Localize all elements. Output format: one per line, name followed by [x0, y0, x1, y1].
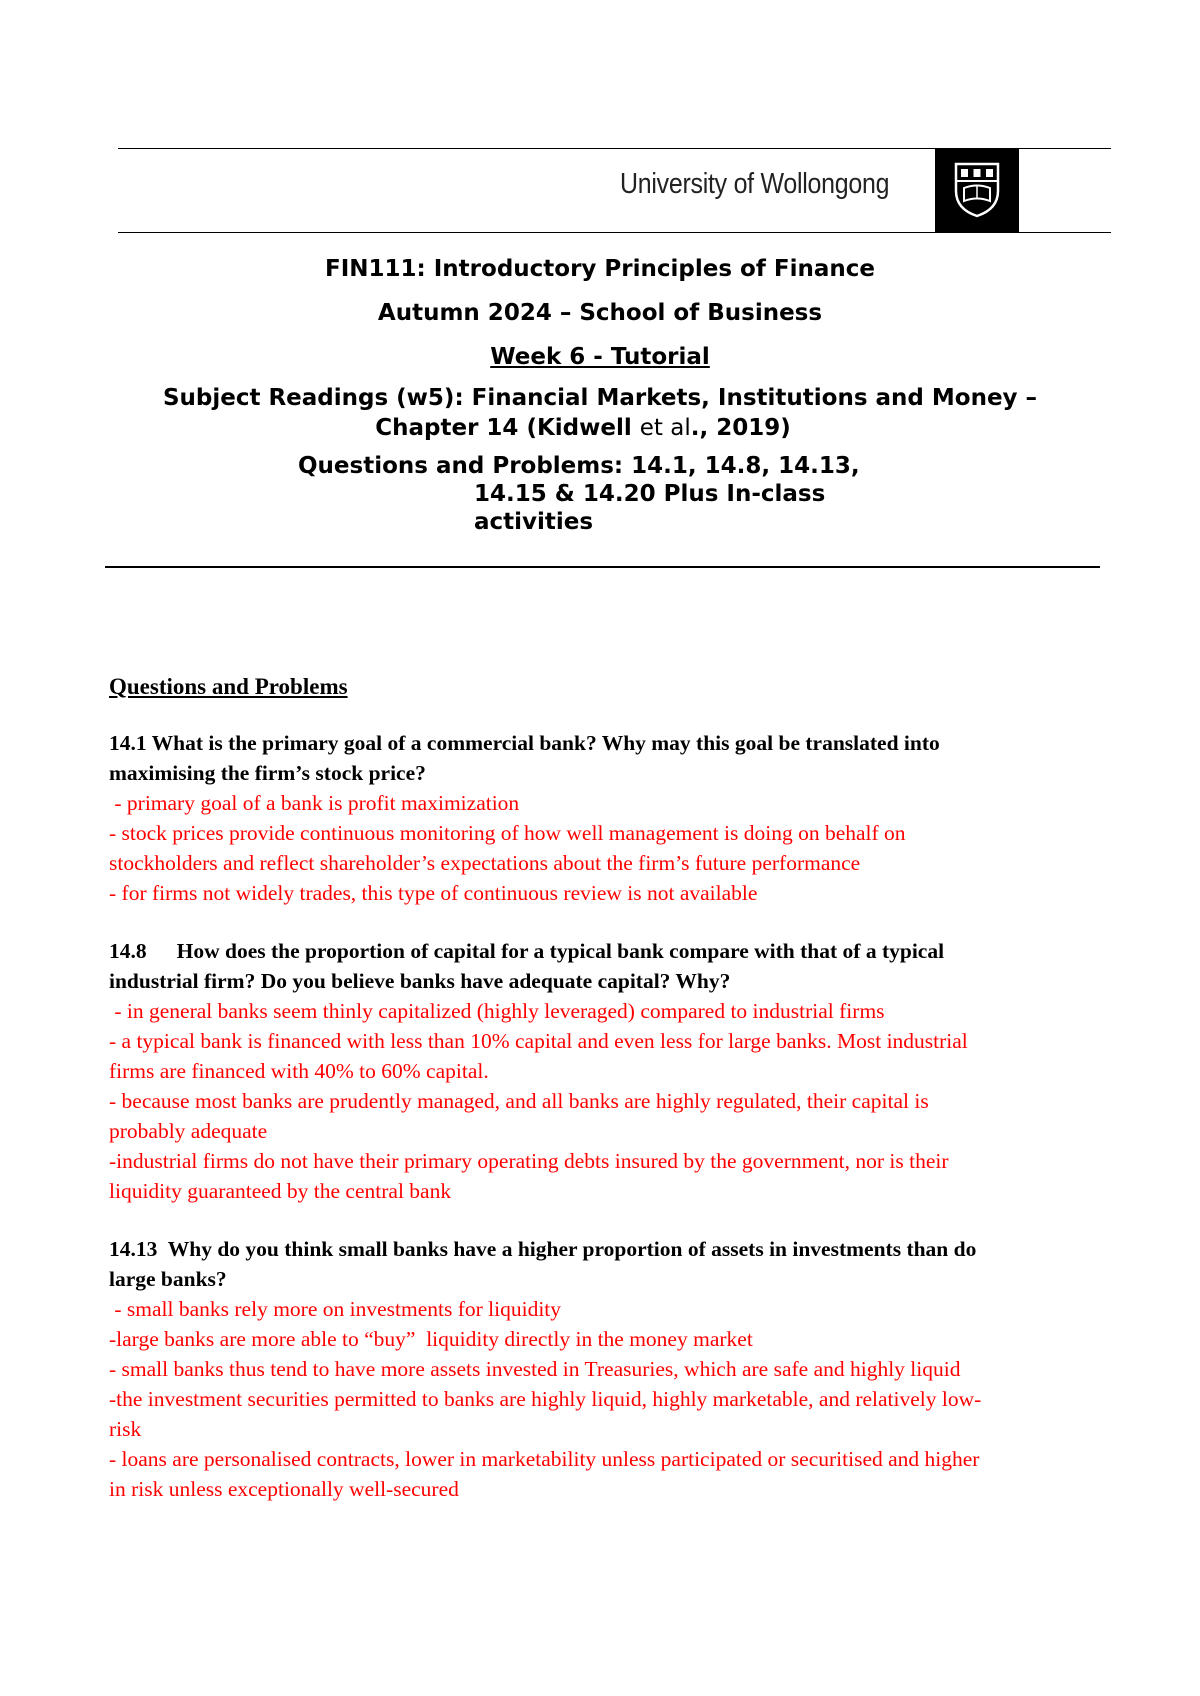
- answer-line: stockholders and reflect shareholder’s expectations about the firm’s future performance: [109, 851, 861, 875]
- answer-line: in risk unless exceptionally well-secured: [109, 1477, 459, 1501]
- answer-line: -the investment securities permitted to banks are highly liquid, highly marketable, and relatively low-: [109, 1387, 982, 1411]
- section-title: Questions and Problems: [109, 674, 348, 699]
- answer-line: - small banks thus tend to have more assets invested in Treasuries, which are safe and highly liquid: [109, 1357, 961, 1381]
- question-title: 14.1 What is the primary goal of a commercial bank? Why may this goal be translated into: [109, 731, 940, 755]
- answer-line: risk: [109, 1417, 142, 1441]
- question-title: maximising the firm’s stock price?: [109, 761, 426, 785]
- uow-crest-icon: [935, 149, 1019, 232]
- answer-line: - loans are personalised contracts, lower in marketability unless participated or securitised and higher: [109, 1447, 980, 1471]
- question-title: industrial firm? Do you believe banks have adequate capital? Why?: [109, 969, 731, 993]
- question-14-13: [109, 1234, 1109, 1504]
- answer-line: - for firms not widely trades, this type of continuous review is not available: [109, 881, 758, 905]
- question-title: large banks?: [109, 1267, 227, 1291]
- term-line: Autumn 2024 – School of Business: [377, 300, 823, 326]
- document-header: [0, 254, 1200, 443]
- answer-line: probably adequate: [109, 1119, 268, 1143]
- answer-line: liquidity guaranteed by the central bank: [109, 1179, 452, 1203]
- questions-list-line-2: 14.15 & 14.20 Plus In-class: [474, 481, 826, 507]
- answer-line: - a typical bank is financed with less than 10% capital and even less for large banks. Most industrial: [109, 1029, 968, 1053]
- answer-line: -large banks are more able to “buy” liquidity directly in the money market: [109, 1327, 753, 1351]
- question-14-1: [109, 728, 1109, 908]
- questions-list-line-1: Questions and Problems: 14.1, 14.8, 14.13,: [298, 453, 860, 479]
- question-number: 14.8: [109, 939, 147, 963]
- answer-line: - because most banks are prudently managed, and all banks are highly regulated, their capital is: [109, 1089, 929, 1113]
- answer-line: - stock prices provide continuous monitoring of how well management is doing on behalf on: [109, 821, 906, 845]
- header-separator: [105, 566, 1100, 568]
- answer-line: - in general banks seem thinly capitalized (highly leveraged) compared to industrial firms: [109, 999, 885, 1023]
- questions-list-line-3: activities: [474, 509, 594, 535]
- course-title: FIN111: Introductory Principles of Finance: [325, 256, 875, 282]
- week-title: Week 6 - Tutorial: [490, 344, 710, 370]
- question-14-8: [109, 936, 1109, 1206]
- answer-line: firms are financed with 40% to 60% capital.: [109, 1059, 489, 1083]
- answer-line: - small banks rely more on investments for liquidity: [109, 1297, 562, 1321]
- readings-line-1: Subject Readings (w5): Financial Markets, Institutions and Money –: [162, 385, 1038, 411]
- answer-line: -industrial firms do not have their primary operating debts insured by the government, nor is their: [109, 1149, 949, 1173]
- readings-line-2: Chapter 14 (Kidwell et al., 2019): [375, 415, 791, 441]
- university-name: University of Wollongong: [620, 168, 890, 200]
- question-title: 14.13 Why do you think small banks have a higher proportion of assets in investments than do: [109, 1237, 977, 1261]
- header-rule-bottom: [118, 232, 1111, 233]
- answer-line: - primary goal of a bank is profit maximization: [109, 791, 520, 815]
- questions-section: [109, 672, 1109, 1532]
- question-title: 14.8 How does the proportion of capital for a typical bank compare with that of a typical: [109, 939, 945, 963]
